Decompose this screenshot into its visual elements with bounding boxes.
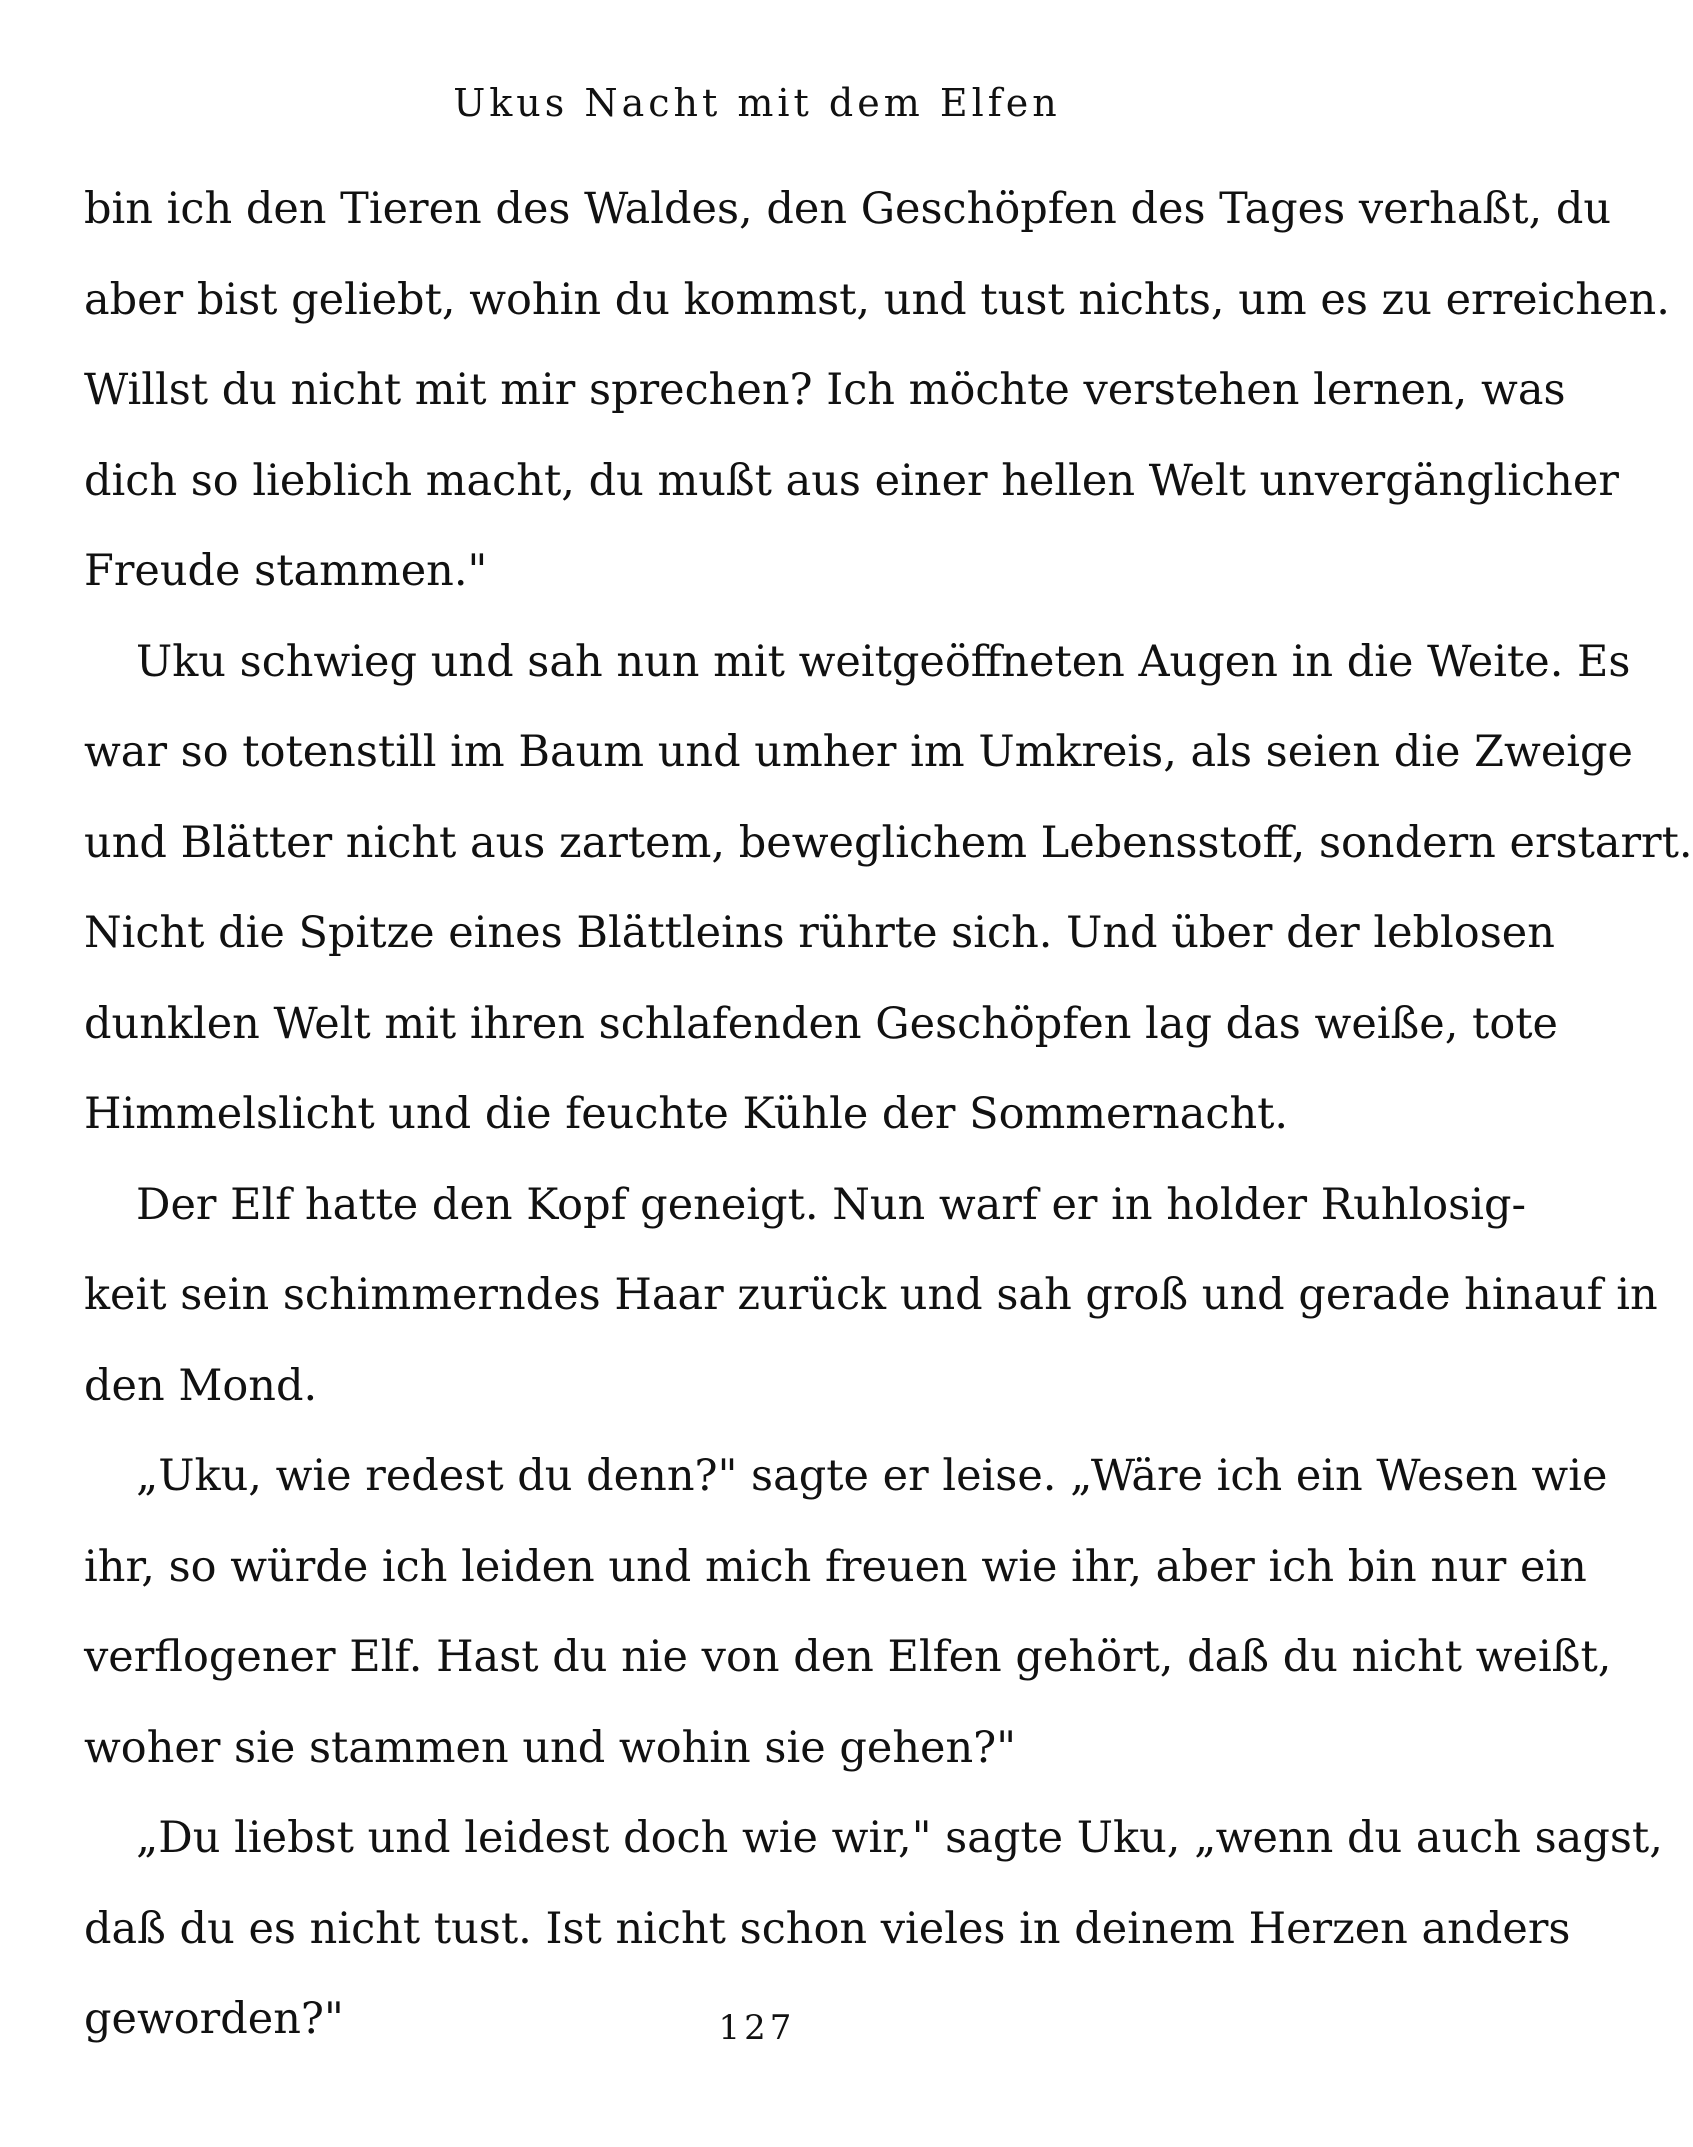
- text-line: „Uku, wie redest du denn?" sagte er leise. „Wäre ich ein Wesen wie: [136, 1451, 1608, 1501]
- text-line: Himmelslicht und die feuchte Kühle der Sommernacht.: [84, 1089, 1289, 1139]
- text-line: war so totenstill im Baum und umher im Umkreis, als seien die Zweige: [84, 727, 1634, 777]
- paragraph-1: [84, 164, 1670, 617]
- paragraph-4: [84, 1431, 1612, 1793]
- text-line: und Blätter nicht aus zartem, beweglichem Lebensstoff, sondern erstarrt.: [84, 817, 1693, 868]
- text-line: verflogener Elf. Hast du nie von den Elfen gehört, daß du nicht weißt,: [84, 1632, 1612, 1682]
- running-head: Ukus Nacht mit dem Elfen: [453, 81, 1061, 125]
- text-line: dunklen Welt mit ihren schlafenden Geschöpfen lag das weiße, tote: [84, 998, 1558, 1049]
- text-line: geworden?": [84, 1994, 344, 2044]
- paragraph-3: [84, 1160, 1658, 1432]
- text-line: „Du liebst und leidest doch wie wir," sagte Uku, „wenn du auch sagst,: [136, 1813, 1663, 1863]
- text-line: Uku schwieg und sah nun mit weitgeöffneten Augen in die Weite. Es: [136, 636, 1631, 687]
- text-line: Willst du nicht mit mir sprechen? Ich möchte verstehen lernen, was: [84, 365, 1566, 415]
- body-text: [84, 164, 1693, 2065]
- text-line: dich so lieblich macht, du mußt aus einer hellen Welt unvergänglicher: [84, 455, 1619, 506]
- text-line: Der Elf hatte den Kopf geneigt. Nun warf er in holder Ruhlosig-: [136, 1179, 1527, 1230]
- text-line: keit sein schimmerndes Haar zurück und sah groß und gerade hinauf in: [84, 1270, 1658, 1320]
- text-line: ihr, so würde ich leiden und mich freuen wie ihr, aber ich bin nur ein: [84, 1541, 1587, 1592]
- text-line: daß du es nicht tust. Ist nicht schon vieles in deinem Herzen anders: [84, 1903, 1571, 1954]
- paragraph-2: [84, 617, 1693, 1160]
- text-line: bin ich den Tieren des Waldes, den Geschöpfen des Tages verhaßt, du: [84, 184, 1612, 234]
- text-line: woher sie stammen und wohin sie gehen?": [84, 1722, 1016, 1773]
- text-line: den Mond.: [84, 1360, 318, 1411]
- text-line: aber bist geliebt, wohin du kommst, und tust nichts, um es zu erreichen.: [84, 274, 1670, 325]
- page-number: 127: [718, 2008, 796, 2048]
- text-line: Freude stammen.": [84, 546, 488, 596]
- text-line: Nicht die Spitze eines Blättleins rührte sich. Und über der leblosen: [84, 908, 1555, 958]
